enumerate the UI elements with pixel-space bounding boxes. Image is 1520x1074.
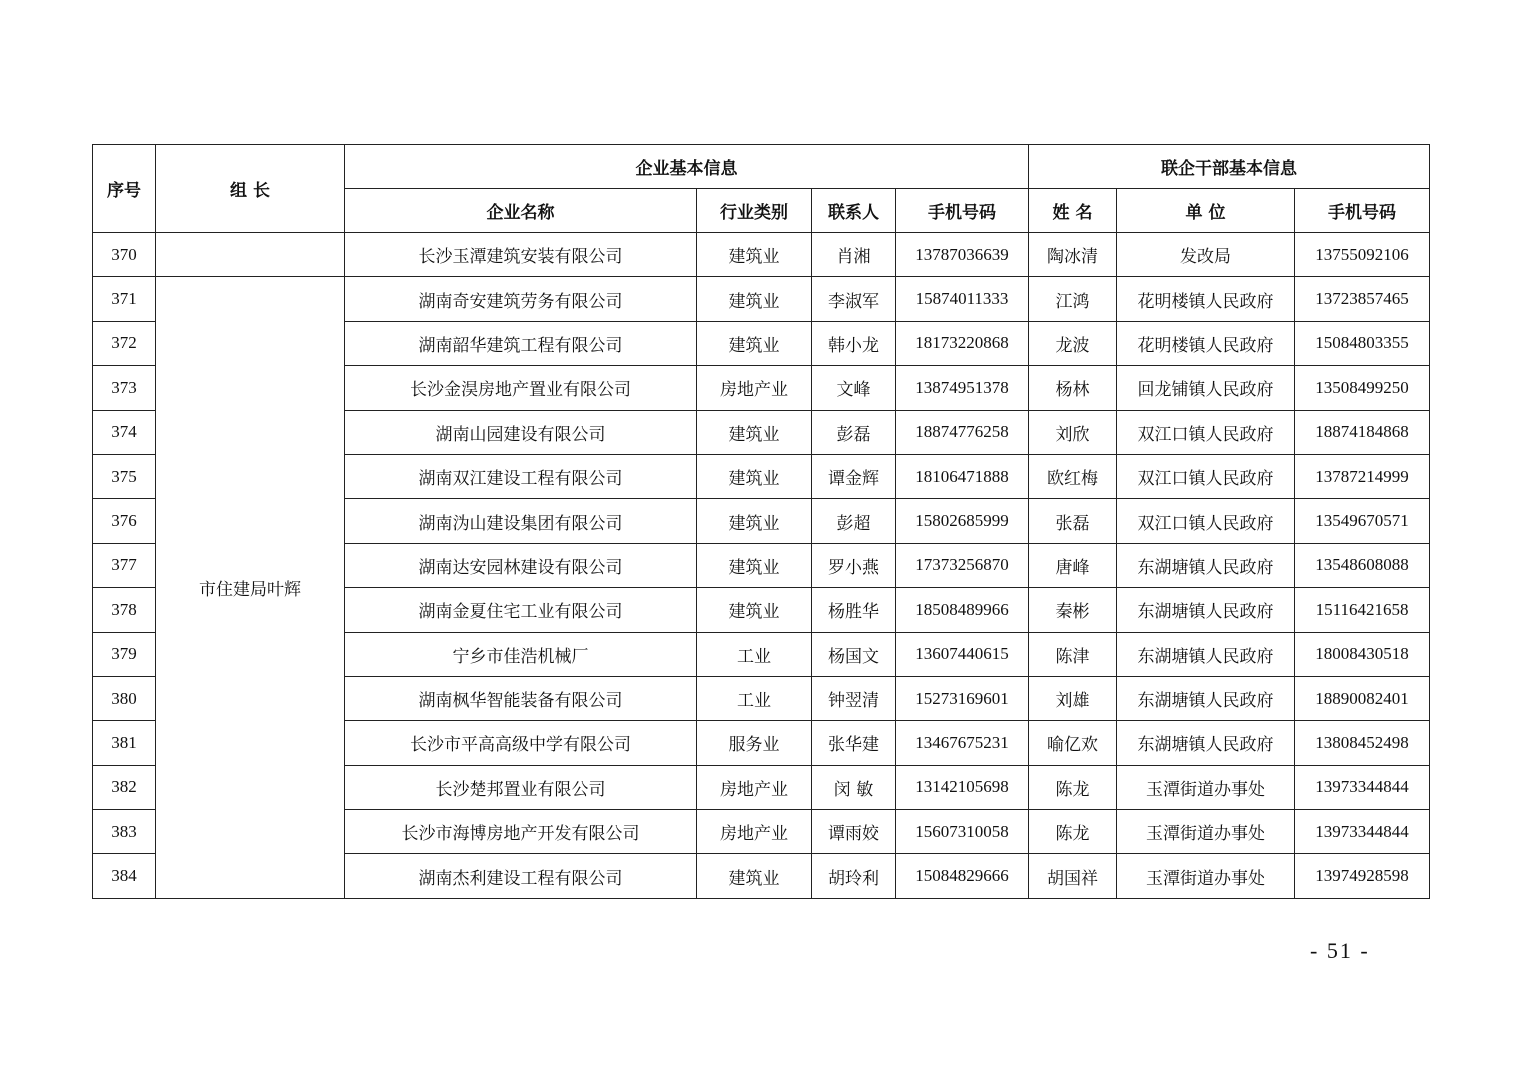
cell-company: 湖南奇安建筑劳务有限公司 [345,277,697,321]
cell-unit: 双江口镇人民政府 [1117,454,1295,498]
cell-contact: 谭雨姣 [812,810,896,854]
cell-industry: 建筑业 [697,277,812,321]
header-industry: 行业类别 [697,189,812,233]
cell-seq: 379 [93,632,156,676]
cell-phone: 13467675231 [896,721,1029,765]
table-row [93,277,1430,321]
cell-contact: 谭金辉 [812,454,896,498]
cell-phone: 18173220868 [896,321,1029,365]
cell-contact: 闵 敏 [812,765,896,809]
cell-company: 湖南金夏住宅工业有限公司 [345,588,697,632]
header-contact: 联系人 [812,189,896,233]
cell-cadre: 陈津 [1029,632,1117,676]
cell-seq: 384 [93,854,156,898]
cell-cadre: 陈龙 [1029,765,1117,809]
cell-seq: 383 [93,810,156,854]
cell-cadre: 张磊 [1029,499,1117,543]
cell-industry: 工业 [697,632,812,676]
cell-unit: 回龙铺镇人民政府 [1117,366,1295,410]
cell-company: 宁乡市佳浩机械厂 [345,632,697,676]
cell-contact: 胡玲利 [812,854,896,898]
cell-seq: 372 [93,321,156,365]
cell-cadre-phone: 13973344844 [1295,765,1430,809]
cell-phone: 13607440615 [896,632,1029,676]
cell-contact: 彭超 [812,499,896,543]
cell-unit: 东湖塘镇人民政府 [1117,543,1295,587]
cell-unit: 花明楼镇人民政府 [1117,277,1295,321]
cell-contact: 罗小燕 [812,543,896,587]
cell-unit: 东湖塘镇人民政府 [1117,721,1295,765]
cell-cadre-phone: 18890082401 [1295,676,1430,720]
cell-cadre: 唐峰 [1029,543,1117,587]
header-company-phone: 手机号码 [896,189,1029,233]
cell-cadre-phone: 13808452498 [1295,721,1430,765]
table-row [93,233,1430,277]
cell-company: 湖南枫华智能装备有限公司 [345,676,697,720]
cell-cadre: 杨林 [1029,366,1117,410]
cell-company: 湖南山园建设有限公司 [345,410,697,454]
cell-cadre-phone: 13548608088 [1295,543,1430,587]
cell-industry: 建筑业 [697,454,812,498]
cell-cadre: 胡国祥 [1029,854,1117,898]
cell-seq: 373 [93,366,156,410]
cell-cadre: 龙波 [1029,321,1117,365]
cell-phone: 15084829666 [896,854,1029,898]
cell-cadre: 喻亿欢 [1029,721,1117,765]
cell-unit: 玉潭街道办事处 [1117,765,1295,809]
cell-industry: 建筑业 [697,410,812,454]
cell-company: 长沙玉潭建筑安装有限公司 [345,233,697,277]
cell-company: 湖南韶华建筑工程有限公司 [345,321,697,365]
cell-industry: 房地产业 [697,366,812,410]
header-cadre-unit: 单 位 [1117,189,1295,233]
cell-cadre-phone: 18874184868 [1295,410,1430,454]
cell-cadre: 欧红梅 [1029,454,1117,498]
cell-industry: 房地产业 [697,765,812,809]
cell-industry: 建筑业 [697,321,812,365]
cell-cadre: 刘雄 [1029,676,1117,720]
cell-company: 长沙市平高高级中学有限公司 [345,721,697,765]
cell-phone: 15802685999 [896,499,1029,543]
cell-cadre-phone: 13755092106 [1295,233,1430,277]
cell-phone: 13874951378 [896,366,1029,410]
page-number: - 51 - [1310,938,1370,963]
cell-seq: 376 [93,499,156,543]
cell-cadre: 江鸿 [1029,277,1117,321]
cell-company: 湖南达安园林建设有限公司 [345,543,697,587]
cell-unit: 发改局 [1117,233,1295,277]
enterprise-cadre-table [92,144,1430,899]
cell-seq: 374 [93,410,156,454]
cell-cadre-phone: 15084803355 [1295,321,1430,365]
cell-unit: 东湖塘镇人民政府 [1117,588,1295,632]
header-leader: 组 长 [156,145,345,233]
cell-industry: 建筑业 [697,233,812,277]
cell-industry: 建筑业 [697,588,812,632]
cell-unit: 东湖塘镇人民政府 [1117,632,1295,676]
cell-contact: 文峰 [812,366,896,410]
cell-seq: 370 [93,233,156,277]
cell-industry: 建筑业 [697,543,812,587]
cell-company: 湖南杰利建设工程有限公司 [345,854,697,898]
cell-cadre-phone: 13974928598 [1295,854,1430,898]
cell-seq: 375 [93,454,156,498]
cell-cadre: 秦彬 [1029,588,1117,632]
cell-cadre-phone: 13549670571 [1295,499,1430,543]
cell-phone: 15874011333 [896,277,1029,321]
cell-phone: 13142105698 [896,765,1029,809]
cell-cadre-phone: 13508499250 [1295,366,1430,410]
cell-unit: 玉潭街道办事处 [1117,810,1295,854]
cell-phone: 18874776258 [896,410,1029,454]
cell-seq: 377 [93,543,156,587]
cell-cadre: 刘欣 [1029,410,1117,454]
cell-cadre-phone: 13973344844 [1295,810,1430,854]
cell-contact: 韩小龙 [812,321,896,365]
cell-seq: 381 [93,721,156,765]
cell-contact: 李淑军 [812,277,896,321]
cell-contact: 杨胜华 [812,588,896,632]
cell-seq: 378 [93,588,156,632]
cell-phone: 13787036639 [896,233,1029,277]
cell-industry: 房地产业 [697,810,812,854]
cell-phone: 18508489966 [896,588,1029,632]
cell-cadre-phone: 13723857465 [1295,277,1430,321]
cell-company: 湖南沩山建设集团有限公司 [345,499,697,543]
cell-phone: 18106471888 [896,454,1029,498]
cell-unit: 双江口镇人民政府 [1117,499,1295,543]
cell-phone: 15273169601 [896,676,1029,720]
cell-industry: 建筑业 [697,499,812,543]
cell-phone: 15607310058 [896,810,1029,854]
cell-industry: 建筑业 [697,854,812,898]
cell-unit: 双江口镇人民政府 [1117,410,1295,454]
cell-leader [156,233,345,277]
cell-contact: 张华建 [812,721,896,765]
cell-phone: 17373256870 [896,543,1029,587]
header-cadre-group: 联企干部基本信息 [1029,145,1430,189]
cell-company: 湖南双江建设工程有限公司 [345,454,697,498]
cell-cadre-phone: 13787214999 [1295,454,1430,498]
cell-company: 长沙金淏房地产置业有限公司 [345,366,697,410]
cell-cadre: 陶冰清 [1029,233,1117,277]
cell-unit: 玉潭街道办事处 [1117,854,1295,898]
cell-industry: 服务业 [697,721,812,765]
cell-seq: 380 [93,676,156,720]
header-cadre-phone: 手机号码 [1295,189,1430,233]
cell-contact: 肖湘 [812,233,896,277]
cell-contact: 杨国文 [812,632,896,676]
cell-contact: 钟翌清 [812,676,896,720]
cell-industry: 工业 [697,676,812,720]
cell-group-leader: 市住建局叶辉 [156,277,345,898]
cell-company: 长沙楚邦置业有限公司 [345,765,697,809]
cell-company: 长沙市海博房地产开发有限公司 [345,810,697,854]
header-seq: 序号 [93,145,156,233]
header-company-group: 企业基本信息 [345,145,1029,189]
cell-cadre-phone: 15116421658 [1295,588,1430,632]
cell-cadre: 陈龙 [1029,810,1117,854]
cell-cadre-phone: 18008430518 [1295,632,1430,676]
cell-seq: 382 [93,765,156,809]
header-cadre-name: 姓 名 [1029,189,1117,233]
cell-unit: 东湖塘镇人民政府 [1117,676,1295,720]
cell-contact: 彭磊 [812,410,896,454]
cell-seq: 371 [93,277,156,321]
cell-unit: 花明楼镇人民政府 [1117,321,1295,365]
header-company-name: 企业名称 [345,189,697,233]
